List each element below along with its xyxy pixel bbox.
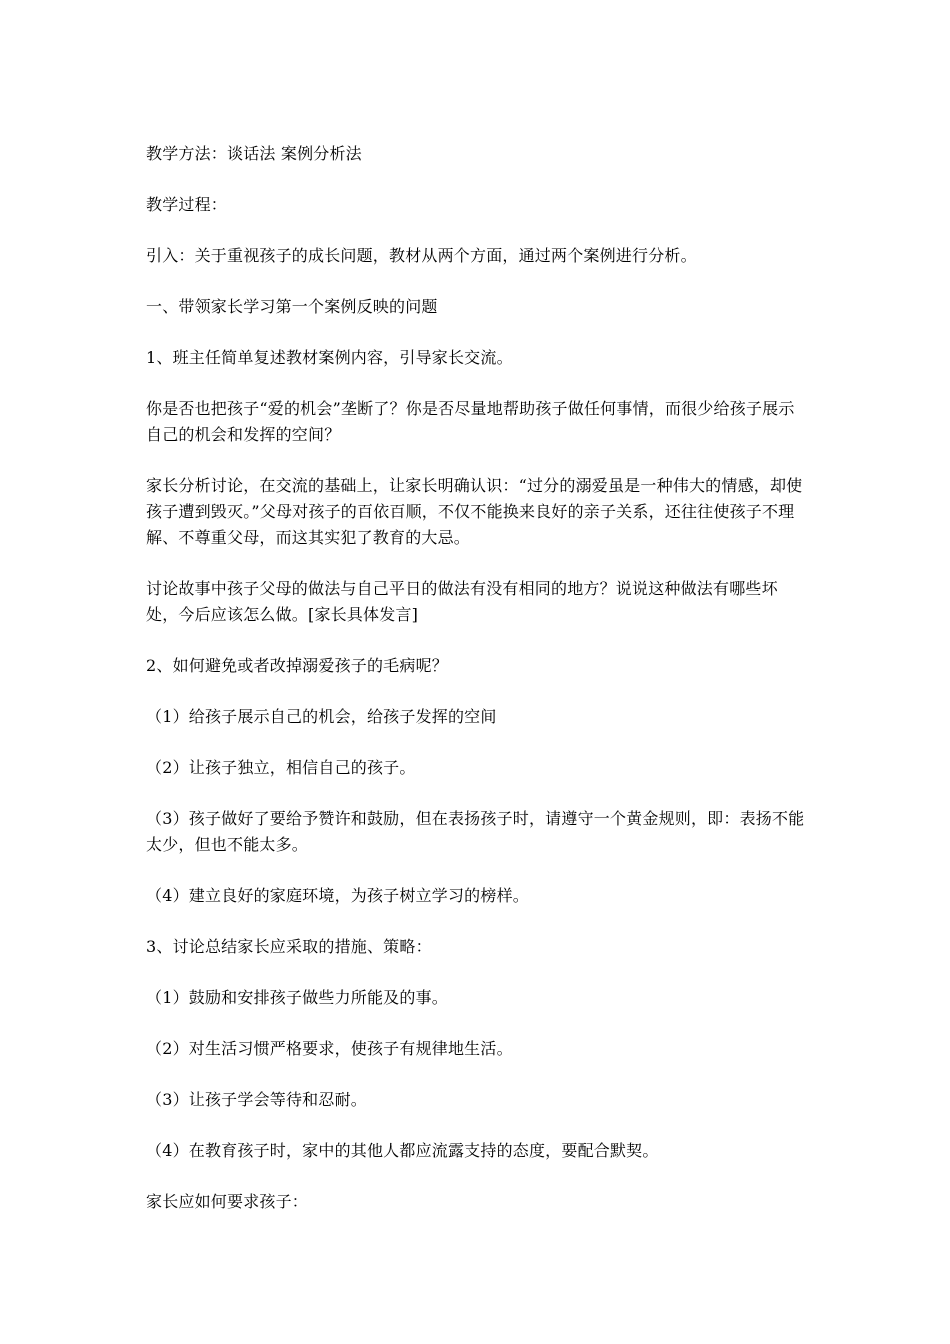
step-2-item-4: （4）建立良好的家庭环境，为孩子树立学习的榜样。 — [146, 886, 529, 905]
step-3-item-1: （1）鼓励和安排孩子做些力所能及的事。 — [146, 988, 448, 1007]
step-2-heading: 2、如何避免或者改掉溺爱孩子的毛病呢？ — [146, 656, 448, 675]
step-2-item-3: （3）孩子做好了要给予赞许和鼓励，但在表扬孩子时，请遵守一个黄金规则，即：表扬不能太少，但也不能太多。 — [146, 809, 805, 854]
step-3-item-3: （3）让孩子学会等待和忍耐。 — [146, 1090, 367, 1109]
introduction-paragraph: 引入：关于重视孩子的成长问题，教材从两个方面，通过两个案例进行分析。 — [146, 246, 697, 265]
step-3-heading: 3、讨论总结家长应采取的措施、策略： — [146, 937, 432, 956]
comparison-paragraph: 讨论故事中孩子父母的做法与自己平日的做法有没有相同的地方？说说这种做法有哪些坏处，今后应该怎么做。[家长具体发言] — [146, 579, 778, 624]
teaching-method-line: 教学方法：谈话法 案例分析法 — [146, 144, 362, 163]
section-heading-1: 一、带领家长学习第一个案例反映的问题 — [146, 297, 438, 316]
teaching-process-heading: 教学过程： — [146, 195, 228, 214]
question-paragraph: 你是否也把孩子“爱的机会”垄断了？你是否尽量地帮助孩子做任何事情，而很少给孩子展示自己的机会和发挥的空间？ — [146, 399, 795, 444]
step-2-item-1: （1）给孩子展示自己的机会，给孩子发挥的空间 — [146, 707, 497, 726]
step-1-heading: 1、班主任简单复述教材案例内容，引导家长交流。 — [146, 348, 513, 367]
document-body — [146, 141, 810, 1240]
parent-requirements-heading: 家长应如何要求孩子： — [146, 1192, 309, 1211]
step-3-item-2: （2）对生活习惯严格要求，使孩子有规律地生活。 — [146, 1039, 513, 1058]
step-3-item-4: （4）在教育孩子时，家中的其他人都应流露支持的态度，要配合默契。 — [146, 1141, 659, 1160]
step-2-item-2: （2）让孩子独立，相信自己的孩子。 — [146, 758, 416, 777]
discussion-paragraph: 家长分析讨论，在交流的基础上，让家长明确认识：“过分的溺爱虽是一种伟大的情感，却使孩子遭到毁灭。”父母对孩子的百依百顺，不仅不能换来良好的亲子关系，还往往使孩子不理解、不尊重父母，而这其实犯了教育的大忌。 — [146, 476, 803, 547]
